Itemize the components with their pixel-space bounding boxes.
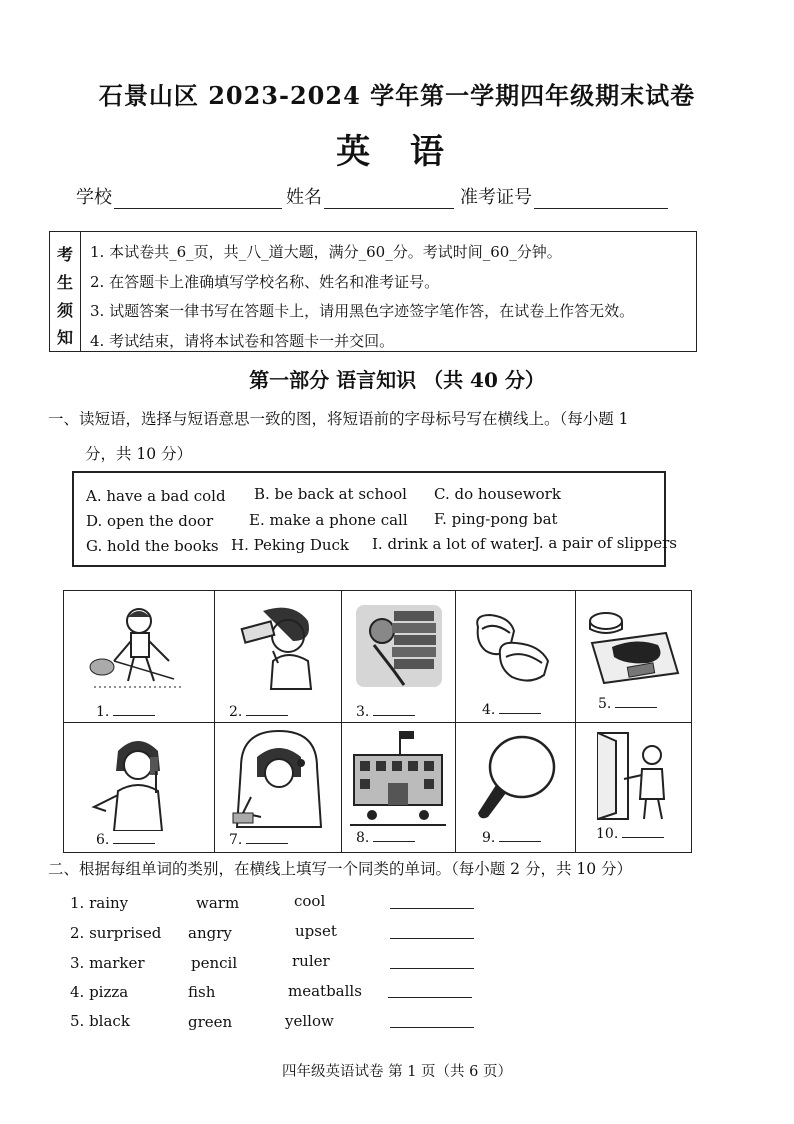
row2-word2: angry: [188, 924, 232, 942]
picture-num: 7.: [229, 832, 243, 848]
phrase-e: E. make a phone call: [249, 511, 408, 529]
picture-label-4: [482, 701, 541, 718]
page-footer: 四年级英语试卷 第 1 页（共 6 页）: [282, 1064, 512, 1080]
answer-blank[interactable]: [246, 831, 288, 844]
exam-title: 石景山区 2023-2024 学年第一学期四年级期末试卷: [98, 81, 696, 110]
row1-word3: cool: [294, 892, 326, 910]
picture-label-1: [96, 703, 155, 720]
picture-label-10: [596, 825, 664, 842]
notice-char: 考: [56, 245, 73, 264]
row5-word1: 5. black: [70, 1012, 130, 1030]
row4-answer-line[interactable]: [388, 997, 472, 998]
subject-title: 英 语: [336, 132, 458, 172]
answer-blank[interactable]: [622, 825, 664, 838]
row2-word3: upset: [295, 922, 337, 940]
notice-line: 1. 本试卷共_6_页，共_八_道大题，满分_60_分。考试时间_60_分钟。: [90, 243, 562, 261]
row3-word2: pencil: [191, 954, 238, 972]
picture-cell-7: [215, 723, 342, 852]
ping-pong-bat-icon: [470, 729, 560, 827]
phrase-b: B. be back at school: [254, 485, 407, 503]
exam-id-field: [460, 183, 668, 209]
answer-blank[interactable]: [499, 701, 541, 714]
section2-instruction: 二、根据每组单词的类别，在横线上填写一个同类的单词。（每小题 2 分，共 10 分）: [48, 860, 633, 878]
phrase-j: J. a pair of slippers: [534, 534, 677, 552]
exam-id-label: 准考证号: [460, 187, 532, 208]
phrase-c: C. do housework: [434, 485, 561, 503]
picture-num: 1.: [96, 704, 110, 720]
school-blank[interactable]: [114, 190, 282, 209]
answer-blank[interactable]: [113, 831, 155, 844]
school-label: 学校: [76, 187, 112, 208]
row3-word3: ruler: [292, 952, 330, 970]
school-building-icon: [350, 729, 446, 827]
phrase-f: F. ping-pong bat: [434, 510, 558, 528]
row4-word2: fish: [188, 983, 216, 1001]
row4-word3: meatballs: [288, 982, 362, 1000]
section1-instruction-line2: 分，共 10 分）: [85, 445, 193, 463]
answer-blank[interactable]: [113, 703, 155, 716]
slippers-icon: [470, 607, 560, 687]
peking-duck-icon: [586, 603, 682, 689]
notice-line: 2. 在答题卡上准确填写学校名称、姓名和准考证号。: [90, 272, 440, 291]
name-label: 姓名: [286, 187, 322, 208]
part1-title: 第一部分 语言知识 （共 40 分）: [249, 368, 545, 392]
phrase-d: D. open the door: [86, 512, 214, 530]
picture-num: 2.: [229, 704, 243, 720]
section1-instruction-line1: 一、读短语，选择与短语意思一致的图，将短语前的字母标号写在横线上。（每小题 1: [48, 410, 629, 428]
answer-blank[interactable]: [499, 829, 541, 842]
picture-cell-2: [215, 591, 342, 723]
row5-word3: yellow: [285, 1012, 334, 1030]
exam-id-blank[interactable]: [534, 190, 668, 209]
picture-label-7: [229, 831, 288, 848]
row3-answer-line[interactable]: [390, 968, 474, 969]
picture-cell-3: [342, 591, 456, 723]
picture-label-6: [96, 831, 155, 848]
notice-char: 知: [56, 328, 73, 347]
notice-char: 须: [56, 301, 73, 320]
picture-num: 4.: [482, 702, 496, 718]
notice-char: 生: [56, 273, 73, 292]
phrase-box: [72, 471, 677, 567]
picture-cell-9: [456, 723, 576, 852]
picture-cell-1: [64, 591, 215, 723]
picture-num: 6.: [96, 832, 110, 848]
row2-word1: 2. surprised: [70, 924, 162, 942]
row3-word1: 3. marker: [70, 954, 145, 972]
picture-cell-4: [456, 591, 576, 723]
picture-cell-8: [342, 723, 456, 852]
picture-num: 8.: [356, 830, 370, 846]
phone-call-girl-icon: [88, 731, 188, 831]
picture-label-2: [229, 703, 288, 720]
row1-word1: 1. rainy: [70, 894, 129, 912]
name-field: [286, 183, 454, 209]
row1-word2: warm: [196, 894, 240, 912]
picture-grid: [63, 590, 692, 853]
holding-books-icon: [354, 601, 444, 691]
picture-cell-6: [64, 723, 215, 852]
notice-lines: [90, 238, 634, 356]
notice-side-label: [50, 232, 81, 351]
answer-blank[interactable]: [373, 703, 415, 716]
phrase-h: H. Peking Duck: [231, 536, 350, 554]
name-blank[interactable]: [324, 190, 454, 209]
open-door-icon: [594, 729, 674, 825]
picture-num: 9.: [482, 830, 496, 846]
notice-box: [49, 231, 697, 352]
answer-blank[interactable]: [373, 829, 415, 842]
picture-cell-10: [576, 723, 691, 852]
row4-word1: 4. pizza: [70, 983, 129, 1001]
drinking-water-icon: [233, 601, 323, 691]
picture-label-8: [356, 829, 415, 846]
picture-cell-5: [576, 591, 691, 723]
answer-blank[interactable]: [615, 695, 657, 708]
row5-word2: green: [188, 1013, 233, 1031]
vacuum-cleaning-boy-icon: [84, 601, 194, 691]
row2-answer-line[interactable]: [390, 938, 474, 939]
picture-label-9: [482, 829, 541, 846]
sick-girl-icon: [231, 727, 327, 831]
notice-line: 3. 试题答案一律书写在答题卡上，请用黑色字迹签字笔作答，在试卷上作答无效。: [90, 302, 635, 320]
answer-blank[interactable]: [246, 703, 288, 716]
row1-answer-line[interactable]: [390, 908, 474, 909]
phrase-g: G. hold the books: [86, 537, 219, 555]
picture-label-3: [356, 703, 415, 720]
row5-answer-line[interactable]: [390, 1027, 474, 1028]
picture-label-5: [598, 695, 657, 712]
picture-num: 3.: [356, 704, 370, 720]
phrase-i: I. drink a lot of water: [372, 535, 535, 553]
picture-num: 10.: [596, 826, 619, 842]
picture-num: 5.: [598, 696, 612, 712]
school-field: [76, 183, 282, 209]
phrase-a: A. have a bad cold: [86, 487, 226, 505]
notice-line: 4. 考试结束，请将本试卷和答题卡一并交回。: [90, 331, 395, 350]
